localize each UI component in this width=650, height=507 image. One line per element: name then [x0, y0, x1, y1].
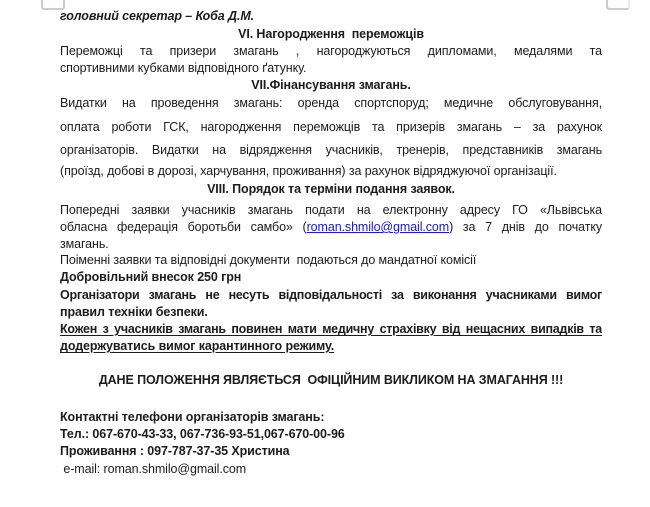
awards-paragraph-line: спортивними кубками відповідного ґатунку.	[60, 61, 307, 75]
insurance-requirement-line: додержуватись вимог карантинного режиму.	[60, 339, 335, 353]
fee-line: Добровільний внесок 250 грн	[60, 270, 242, 284]
applications-link-line	[60, 219, 602, 237]
insurance-requirement-line: Кожен з учасників змагань повинен мати медичну страхівку від нещасних випадків та	[60, 322, 602, 336]
awards-paragraph-line: Переможці та призери змагань , нагороджуються дипломами, медалями та	[60, 44, 602, 58]
section-vii-heading: VII.Фінансування змагань.	[251, 78, 411, 92]
financing-paragraph-line: організаторів. Видатки на відрядження учасників, тренерів, представників змагань	[60, 143, 602, 157]
page-edge-fragment-right	[606, 0, 630, 10]
official-call-line: ДАНЕ ПОЛОЖЕННЯ ЯВЛЯЄТЬСЯ ОФІЦІЙНИМ ВИКЛИКОМ НА ЗМАГАННЯ !!!	[98, 373, 564, 387]
contacts-accommodation: Проживання : 097-787-37-35 Христина	[60, 444, 290, 458]
disclaimer-line: Організатори змагань не несуть відповідальності за виконання учасниками вимог	[60, 288, 602, 302]
applications-paragraph-line: Попередні заявки учасників змагань подати на електронну адресу ГО «Львівська	[60, 203, 602, 217]
link-line-post-text: ) за 7 днів до початку	[449, 220, 602, 234]
financing-paragraph-line: оплата роботи ГСК, нагородження переможців та призерів змагань – за рахунок	[60, 120, 602, 134]
contacts-email: e-mail: roman.shmilo@gmail.com	[60, 462, 247, 476]
section-viii-heading: VIII. Порядок та терміни подання заявок.	[207, 182, 455, 196]
secretary-line: головний секретар – Коба Д.М.	[60, 9, 255, 23]
contacts-phones: Тел.: 067-670-43-33, 067-736-93-51,067-670-00-96	[60, 427, 345, 441]
link-line-pre-text: обласна федерація боротьби самбо» (	[60, 220, 307, 234]
applications-paragraph-line: змагань.	[60, 237, 109, 251]
financing-paragraph-line: Видатки на проведення змагань: оренда спортспоруд; медичне обслуговування,	[60, 96, 602, 110]
financing-paragraph-line: (проїзд, добові в дорозі, харчування, проживання) за рахунок відряджуючої організації.	[60, 164, 557, 178]
disclaimer-line: правил техніки безпеки.	[60, 305, 208, 319]
section-vi-heading: VI. Нагородження переможців	[238, 27, 424, 41]
email-link[interactable]: roman.shmilo@gmail.com	[306, 220, 450, 234]
nominal-applications-line: Поіменні заявки та відповідні документи подаються до мандатної комісії	[60, 253, 477, 267]
contacts-heading: Контактні телефони організаторів змагань:	[60, 410, 325, 424]
